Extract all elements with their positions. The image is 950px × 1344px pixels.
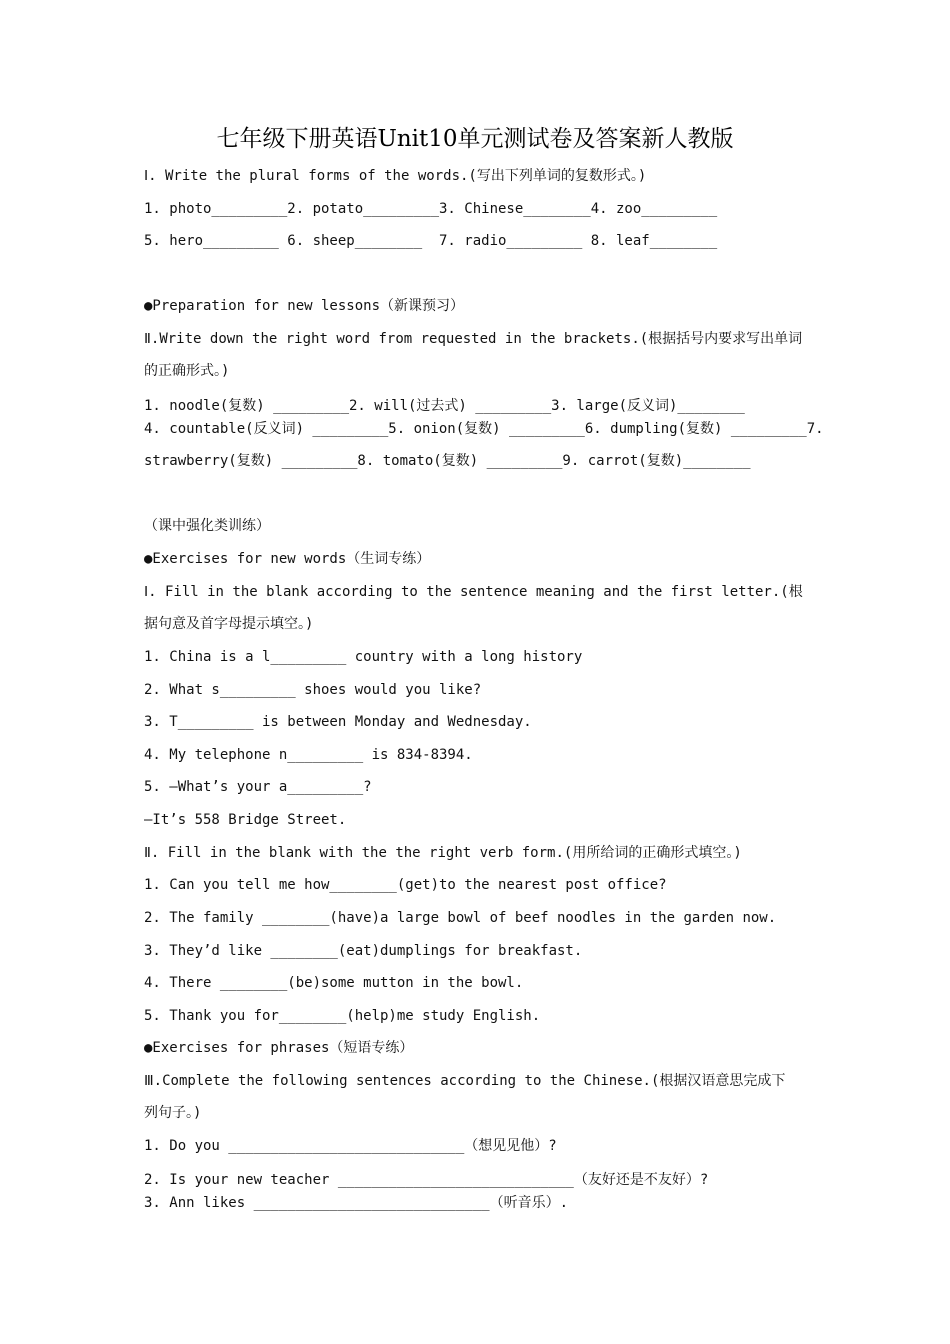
section-heading: Ⅲ.Complete the following sentences according to the Chinese.(根据汉语意思完成下 xyxy=(144,1073,786,1089)
exercise-line: 1. noodle(复数) _________2. will(过去式) _________3. large(反义词)________ xyxy=(144,398,745,414)
exercise-line: 2. What s_________ shoes would you like? xyxy=(144,682,482,698)
exercise-line: 1. Do you ____________________________（想见见他）? xyxy=(144,1138,557,1154)
exercise-line: 1. Can you tell me how________(get)to the nearest post office? xyxy=(144,877,667,893)
section-heading: Ⅱ.Write down the right word from requested in the brackets.(根据括号内要求写出单词 xyxy=(144,331,803,347)
exercise-line: 4. countable(反义词) _________5. onion(复数) _________6. dumpling(复数) _________7. xyxy=(144,421,824,437)
exercise-line: 3. They’d like ________(eat)dumplings for breakfast. xyxy=(144,943,583,959)
exercise-line: 2. The family ________(have)a large bowl of beef noodles in the garden now. xyxy=(144,910,777,926)
subsection-heading: ●Preparation for new lessons（新课预习） xyxy=(144,298,465,314)
exercise-line: 3. T_________ is between Monday and Wednesday. xyxy=(144,714,532,730)
part-label: （课中强化类训练） xyxy=(144,518,270,534)
exercise-line: 5. —What’s your a_________? xyxy=(144,779,372,795)
exercise-line: 1. photo_________2. potato_________3. Chinese________4. zoo_________ xyxy=(144,201,718,217)
exercise-line: 5. Thank you for________(help)me study English. xyxy=(144,1008,541,1024)
section-heading-continued: 的正确形式。) xyxy=(144,363,230,379)
exercise-line: 4. My telephone n_________ is 834-8394. xyxy=(144,747,473,763)
exercise-line: 1. China is a l_________ country with a long history xyxy=(144,649,583,665)
subsection-heading: ●Exercises for phrases（短语专练） xyxy=(144,1040,414,1056)
exercise-line: 3. Ann likes ____________________________（听音乐）. xyxy=(144,1195,569,1211)
exercise-line: 4. There ________(be)some mutton in the bowl. xyxy=(144,975,524,991)
exercise-line: strawberry(复数) _________8. tomato(复数) _________9. carrot(复数)________ xyxy=(144,453,751,469)
section-heading: Ⅱ. Fill in the blank with the the right verb form.(用所给词的正确形式填空。) xyxy=(144,845,742,861)
exercise-line: —It’s 558 Bridge Street. xyxy=(144,812,347,828)
section-heading-continued: 列句子。) xyxy=(144,1105,202,1121)
page-title: 七年级下册英语Unit10单元测试卷及答案新人教版 xyxy=(216,126,734,152)
section-heading-continued: 据句意及首字母提示填空。) xyxy=(144,616,314,632)
subsection-heading: ●Exercises for new words（生词专练） xyxy=(144,551,431,567)
exercise-line: 2. Is your new teacher ____________________________（友好还是不友好）? xyxy=(144,1172,709,1188)
exercise-line: 5. hero_________ 6. sheep________ 7. radio_________ 8. leaf________ xyxy=(144,233,718,249)
section-heading: Ⅰ. Write the plural forms of the words.(写出下列单词的复数形式。) xyxy=(144,168,647,184)
section-heading: Ⅰ. Fill in the blank according to the sentence meaning and the first letter.(根 xyxy=(144,584,803,600)
